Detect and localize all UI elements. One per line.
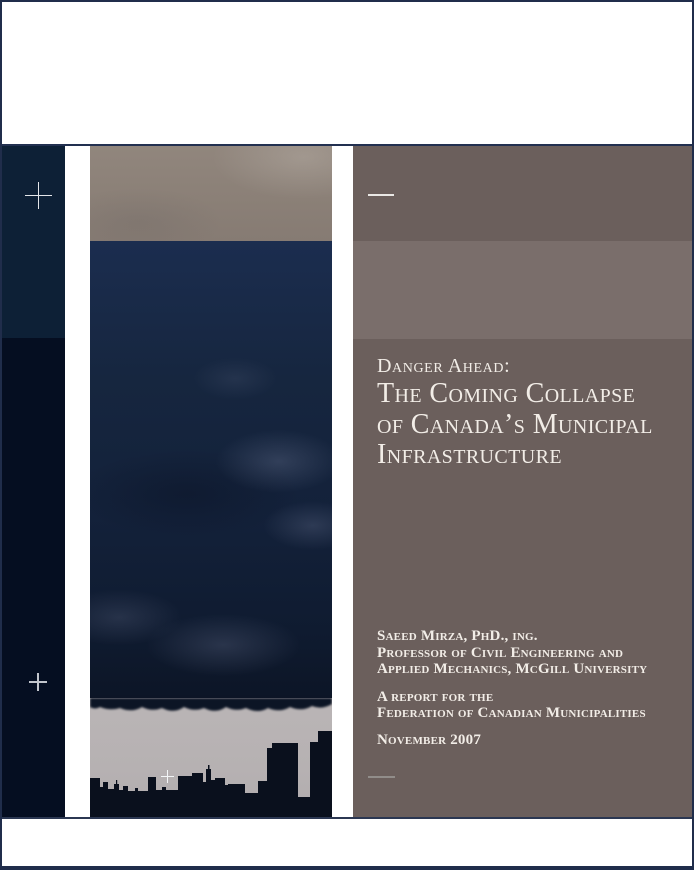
photo-storm-clouds <box>90 241 332 700</box>
author-name: Saeed Mirza, PhD., ing. <box>377 628 538 644</box>
author-role-line-2: Applied Mechanics, McGill University <box>377 661 648 677</box>
registration-plus-icon <box>29 673 47 691</box>
registration-dash-icon <box>368 194 394 196</box>
publish-date: November 2007 <box>377 731 482 748</box>
cover-title-line-2: of Canada’s Municipal <box>377 408 653 440</box>
report-for-line-2: Federation of Canadian Municipalities <box>377 705 646 721</box>
registration-plus-icon <box>161 770 174 783</box>
cover-credits-block <box>377 628 682 748</box>
header-white-area <box>0 0 694 143</box>
city-skyline-silhouette <box>90 727 332 817</box>
left-spine-upper <box>2 146 65 338</box>
left-spine-lower <box>2 338 65 817</box>
registration-dash-icon <box>368 776 395 778</box>
cover-title-line-1: The Coming Collapse <box>377 378 636 409</box>
right-panel-light-band <box>353 241 692 339</box>
registration-plus-icon <box>25 182 52 209</box>
photo-cloud-fringe <box>90 698 332 716</box>
right-panel-top-band <box>353 146 692 241</box>
cover-title-kicker: Danger Ahead: <box>377 355 511 377</box>
author-role-line-1: Professor of Civil Engineering and <box>377 644 624 661</box>
photo-sky-haze <box>90 146 332 241</box>
cover-photo <box>90 146 332 817</box>
bottom-rule <box>0 817 694 819</box>
cover-title-block <box>377 353 677 471</box>
cover-title-line-3: Infrastructure <box>377 439 562 470</box>
report-for-line-1: A report for the <box>377 688 494 705</box>
